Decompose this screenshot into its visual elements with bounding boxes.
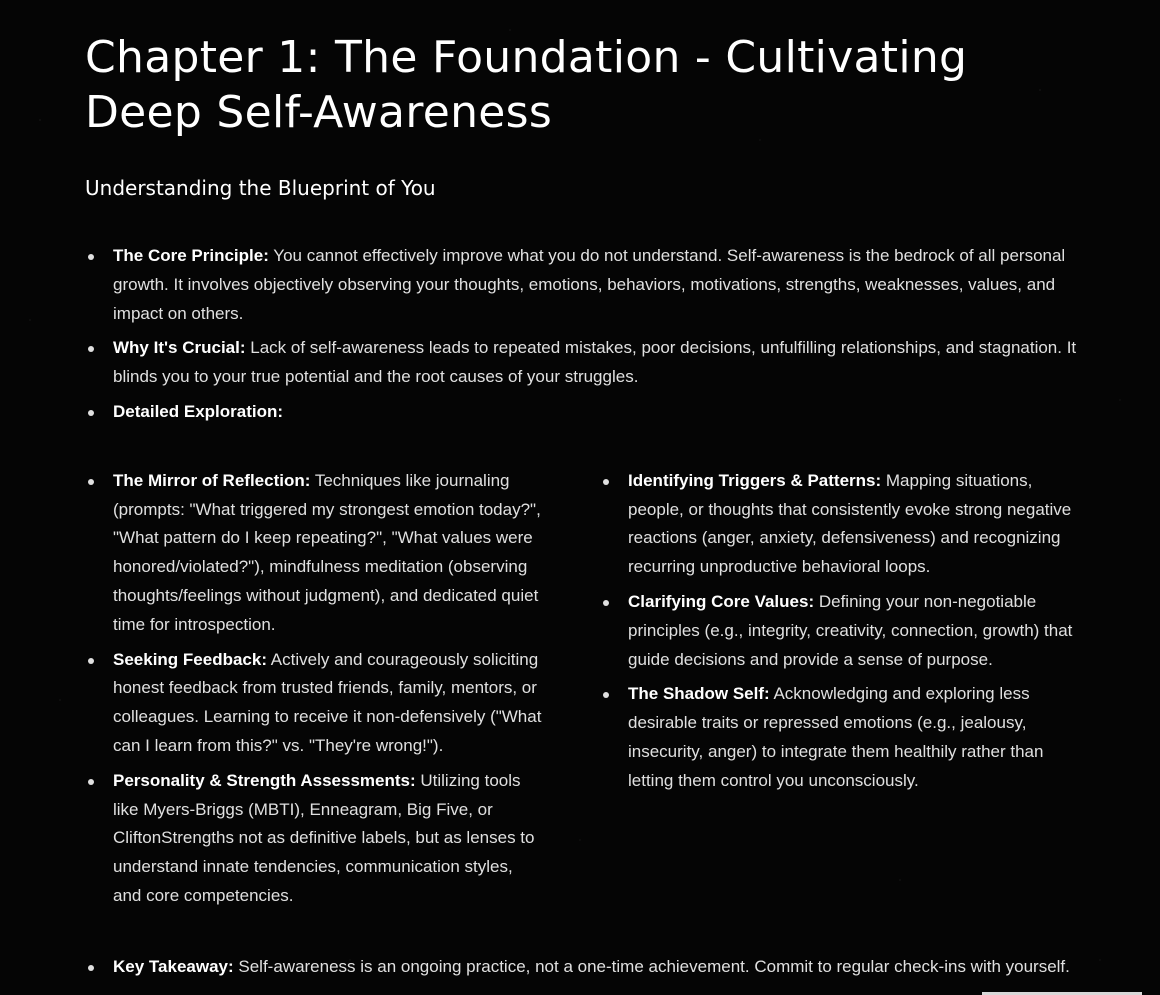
list-item: [600, 588, 1080, 674]
item-lead: Detailed Exploration:: [113, 401, 284, 421]
item-text: Lack of self-awareness leads to repeated mistakes, poor decisions, unfulfilling relationships, and stagnation. It blinds you to your true potential and the root causes of your struggles.: [113, 338, 1077, 387]
key-takeaway: [85, 953, 1085, 982]
item-text: Acknowledging and exploring less desirable traits or repressed emotions (e.g., jealousy, insecurity, anger) to integrate them healthily rather than letting them control you unconsciously.: [628, 684, 1044, 790]
item-lead: The Core Principle:: [113, 246, 269, 265]
list-item: [85, 334, 1085, 392]
item-text: Defining your non-negotiable principles (e.g., integrity, creativity, connection, growth) that guide decisions and provide a sense of purpose.: [628, 591, 1073, 669]
chapter-title: Chapter 1: The Foundation - Cultivating Deep Self-Awareness: [85, 32, 968, 138]
item-lead: Why It's Crucial:: [113, 338, 246, 358]
item-text: Mapping situations, people, or thoughts that consistently evoke strong negative reactions (anger, anxiety, defensiveness) and recognizing recurring unproductive behavioral loops.: [628, 470, 1072, 577]
chapter-page: [85, 30, 1085, 988]
list-item: [85, 467, 545, 640]
intro-list: [85, 242, 1085, 427]
takeaway-list: [85, 953, 1085, 982]
exploration-right-list: [600, 467, 1080, 917]
list-item: [85, 242, 1085, 328]
item-text: Actively and courageously soliciting honest feedback from trusted friends, family, mentors, or colleagues. Learning to receive it non-defensively ("What can I learn from this?" vs. "They're wrong!").: [113, 649, 542, 755]
item-lead: Personality & Strength Assessments:: [113, 770, 416, 790]
item-lead: Clarifying Core Values:: [628, 591, 815, 611]
list-item: [85, 646, 545, 761]
item-lead: The Shadow Self:: [628, 684, 770, 704]
item-text: Techniques like journaling (prompts: "What triggered my strongest emotion today?", "What pattern do I keep repeating?", "What values were honored/violated?"), mindfulness meditation (observing thoughts/feelings without judgment), and dedicated quiet time for introspection.: [113, 470, 541, 634]
item-lead: The Mirror of Reflection:: [113, 470, 311, 490]
list-item: [600, 680, 1080, 795]
exploration-columns: [85, 467, 1085, 917]
item-text: You cannot effectively improve what you do not understand. Self-awareness is the bedrock of all personal growth. It involves objectively observing your thoughts, emotions, behaviors, motivations, strengths, weaknesses, values, and impact on others.: [113, 246, 1066, 323]
item-text: Utilizing tools like Myers-Briggs (MBTI), Enneagram, Big Five, or CliftonStrengths not as definitive labels, but as lenses to understand innate tendencies, communication styles, and core competencies.: [113, 770, 535, 905]
list-item: [85, 767, 545, 911]
section-subtitle: Understanding the Blueprint of You: [85, 176, 436, 200]
item-lead: Identifying Triggers & Patterns:: [628, 470, 882, 490]
list-item: [600, 467, 1080, 582]
exploration-left-list: [85, 467, 545, 917]
list-item: [85, 398, 1085, 427]
item-text: Self-awareness is an ongoing practice, not a one-time achievement. Commit to regular check-ins with yourself.: [233, 956, 1070, 976]
item-lead: Seeking Feedback:: [113, 649, 268, 669]
item-lead: Key Takeaway:: [113, 956, 234, 976]
